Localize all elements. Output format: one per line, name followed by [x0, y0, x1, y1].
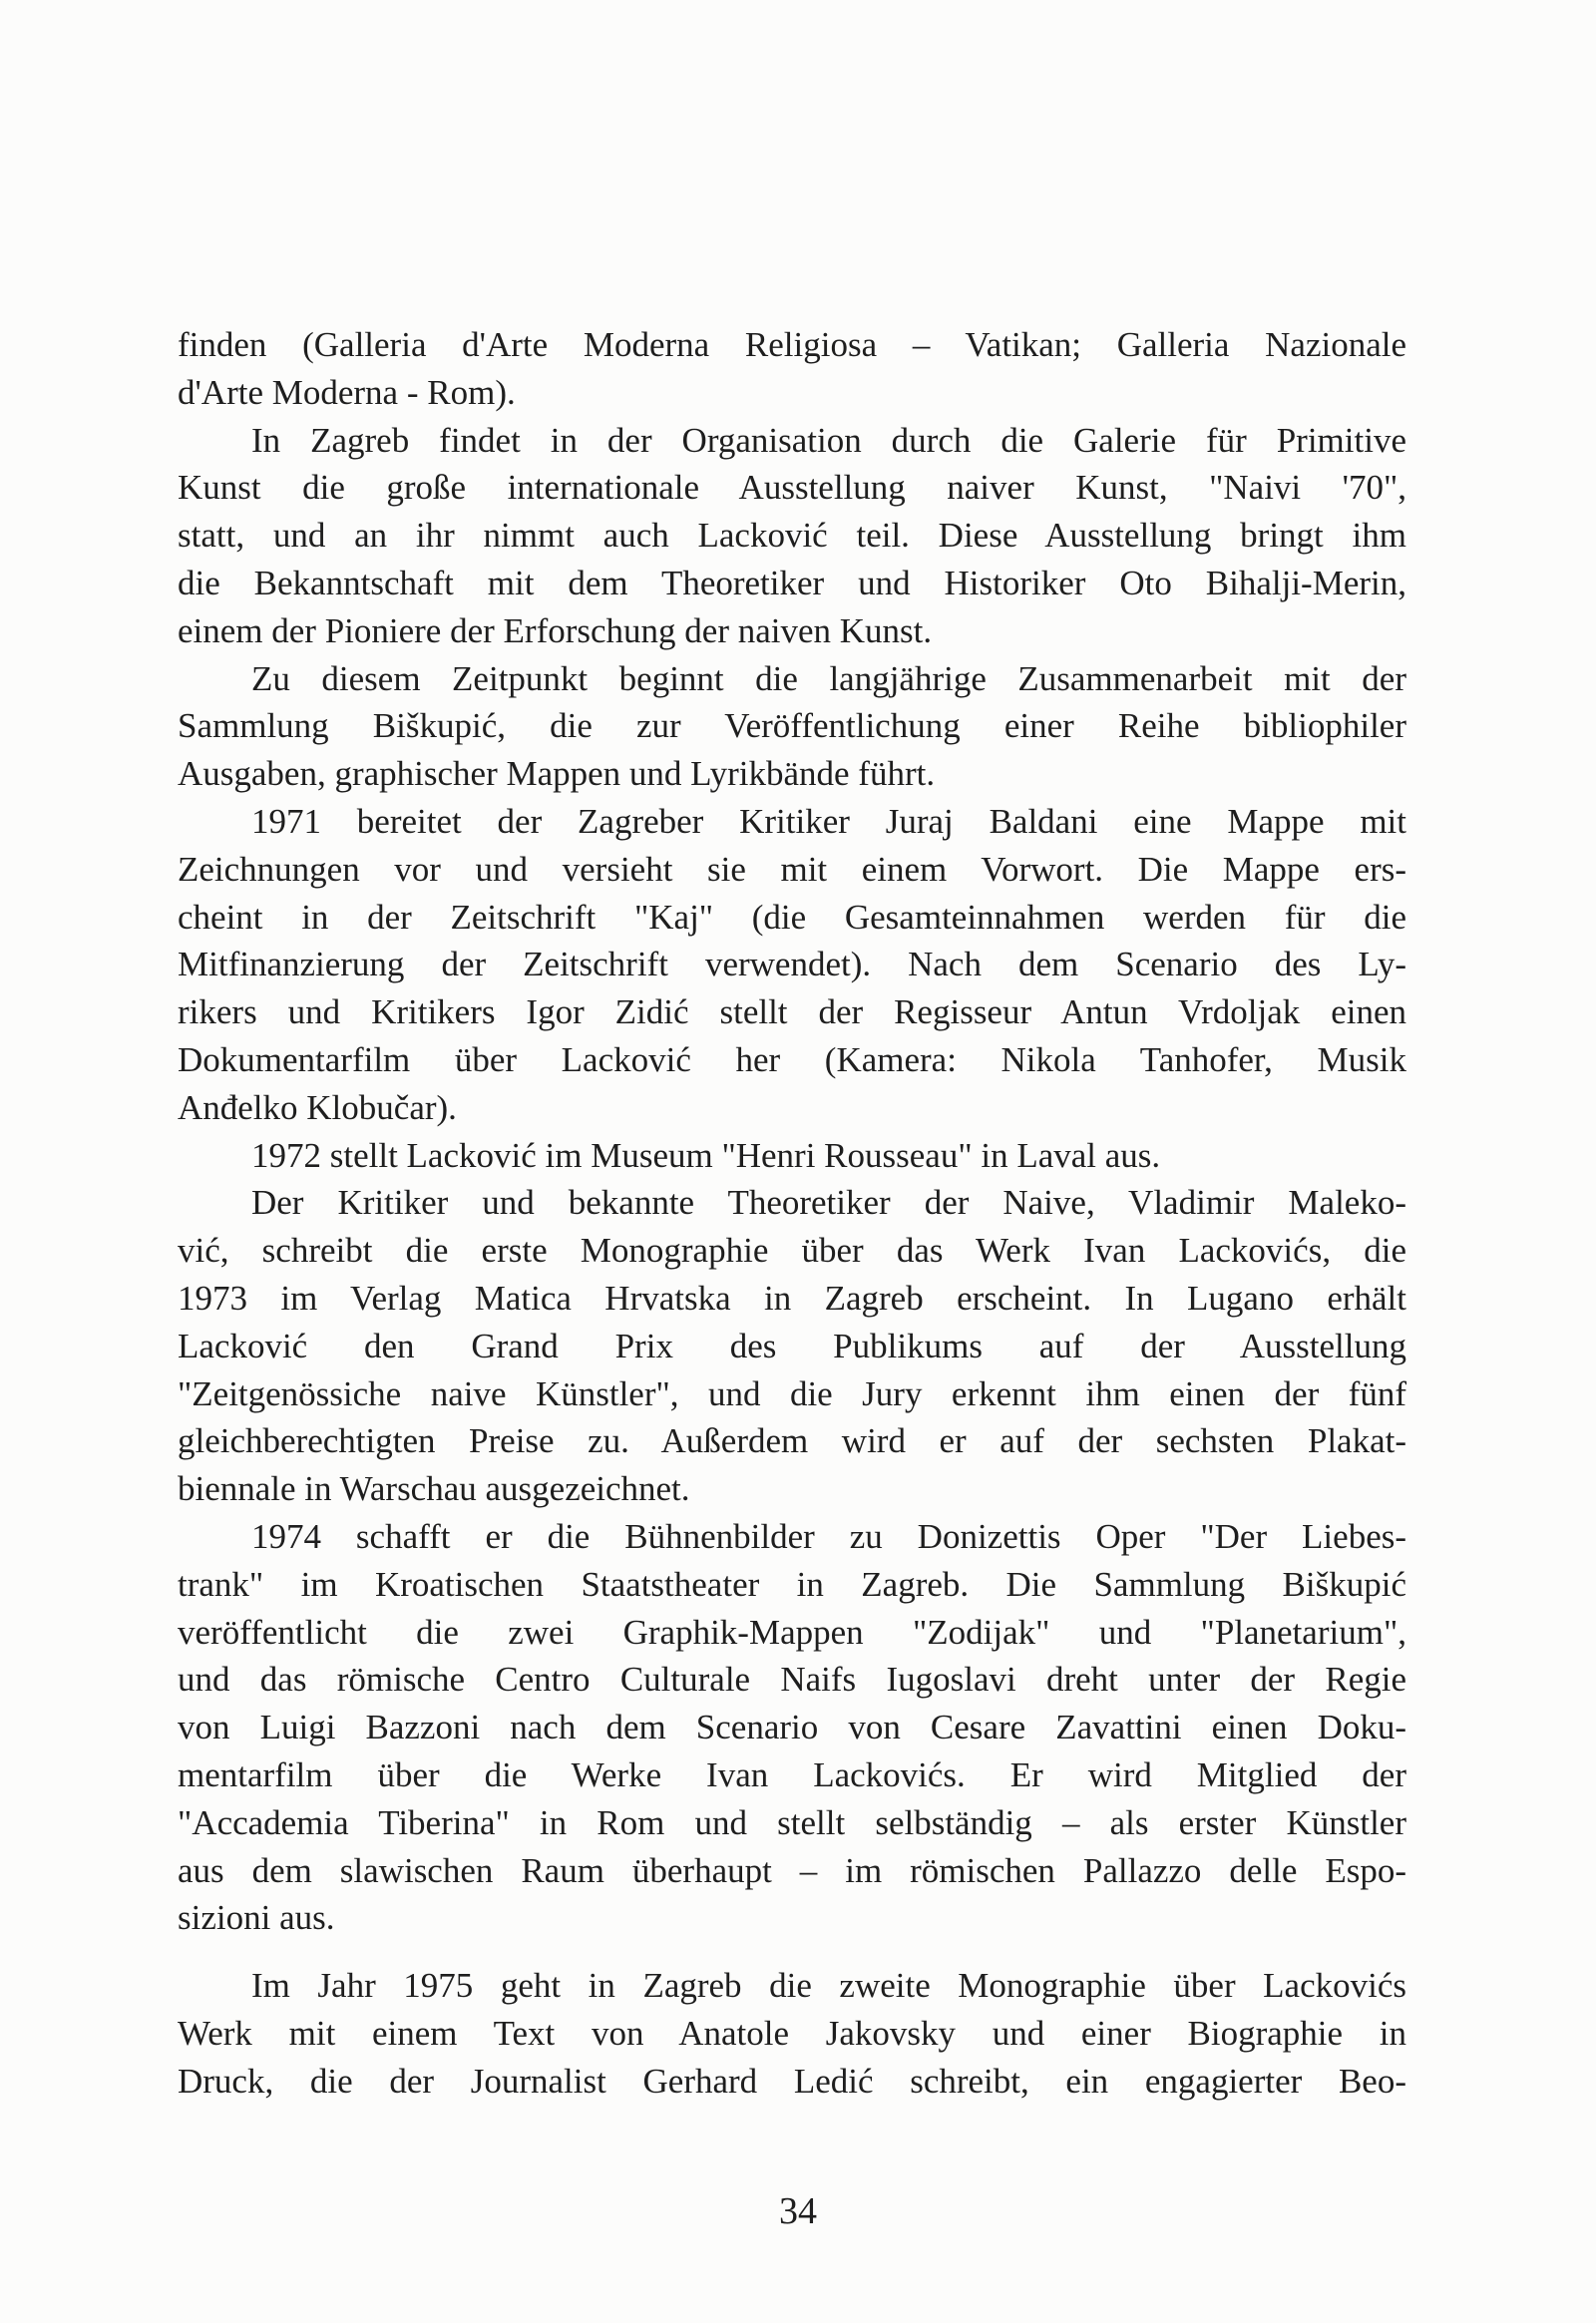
- page-number: 34: [779, 2190, 817, 2232]
- text-line: 1971 bereitet der Zagreber Kritiker Juraj Baldani eine Mappe mit: [251, 801, 1406, 841]
- text-line: gleichberechtigten Preise zu. Außerdem wird er auf der sechsten Plakat-: [178, 1421, 1406, 1461]
- text-line: Mitfinanzierung der Zeitschrift verwendet). Nach dem Scenario des Ly-: [178, 945, 1406, 984]
- text-line: Zu diesem Zeitpunkt beginnt die langjährige Zusammenarbeit mit der: [251, 658, 1406, 698]
- text-line: 1972 stellt Lacković im Museum "Henri Rousseau" in Laval aus.: [251, 1135, 1161, 1175]
- text-line: Werk mit einem Text von Anatole Jakovsky und einer Biographie in: [178, 2013, 1406, 2053]
- paragraph: [178, 1513, 1406, 1942]
- text-line: und das römische Centro Culturale Naifs Iugoslavi dreht unter der Regie: [178, 1660, 1406, 1700]
- text-line: einem der Pioniere der Erforschung der naiven Kunst.: [178, 610, 933, 650]
- paragraph: [178, 1179, 1406, 1513]
- text-line: "Accademia Tiberina" in Rom und stellt selbständig – als erster Künstler: [178, 1802, 1406, 1842]
- text-line: Ausgaben, graphischer Mappen und Lyrikbände führt.: [178, 754, 936, 794]
- text-line: trank" im Kroatischen Staatstheater in Zagreb. Die Sammlung Biškupić: [178, 1564, 1406, 1604]
- text-line: cheint in der Zeitschrift "Kaj" (die Gesamteinnahmen werden für die: [178, 897, 1406, 937]
- text-line: d'Arte Moderna - Rom).: [178, 372, 516, 412]
- text-line: 1973 im Verlag Matica Hrvatska in Zagreb erscheint. In Lugano erhält: [178, 1278, 1406, 1318]
- text-line: sizioni aus.: [178, 1898, 335, 1938]
- text-line: von Luigi Bazzoni nach dem Scenario von Cesare Zavattini einen Doku-: [178, 1708, 1406, 1747]
- text-line: veröffentlicht die zwei Graphik-Mappen "Zodijak" und "Planetarium",: [178, 1612, 1406, 1652]
- text-line: mentarfilm über die Werke Ivan Lackovićs. Er wird Mitglied der: [178, 1754, 1406, 1794]
- paragraph: [178, 1962, 1406, 2105]
- text-line: rikers und Kritikers Igor Zidić stellt der Regisseur Antun Vrdoljak einen: [178, 992, 1406, 1032]
- text-line: Kunst die große internationale Ausstellung naiver Kunst, "Naivi '70",: [178, 468, 1406, 508]
- text-line: aus dem slawischen Raum überhaupt – im römischen Pallazzo delle Espo-: [178, 1850, 1406, 1890]
- text-line: Anđelko Klobučar).: [178, 1087, 457, 1127]
- paragraph: [178, 655, 1406, 798]
- text-line: statt, und an ihr nimmt auch Lacković teil. Diese Ausstellung bringt ihm: [178, 516, 1406, 556]
- text-line: 1974 schafft er die Bühnenbilder zu Donizettis Oper "Der Liebes-: [251, 1516, 1406, 1556]
- text-line: Im Jahr 1975 geht in Zagreb die zweite Monographie über Lackovićs: [251, 1966, 1406, 2006]
- paragraph: [178, 798, 1406, 1132]
- text-line: Lacković den Grand Prix des Publikums auf der Ausstellung: [178, 1326, 1406, 1365]
- text-line: Zeichnungen vor und versieht sie mit einem Vorwort. Die Mappe ers-: [178, 849, 1406, 889]
- body-text: [178, 321, 1406, 2105]
- text-line: vić, schreibt die erste Monographie über das Werk Ivan Lackovićs, die: [178, 1231, 1406, 1271]
- paragraph: [178, 1132, 1406, 1180]
- paragraph: [178, 321, 1406, 417]
- text-line: die Bekanntschaft mit dem Theoretiker und Historiker Oto Bihalji-Merin,: [178, 563, 1406, 602]
- text-line: Dokumentarfilm über Lacković her (Kamera: Nikola Tanhofer, Musik: [178, 1039, 1406, 1079]
- text-line: Der Kritiker und bekannte Theoretiker der Naive, Vladimir Maleko-: [251, 1183, 1406, 1223]
- text-line: finden (Galleria d'Arte Moderna Religiosa – Vatikan; Galleria Nazionale: [178, 325, 1406, 364]
- text-line: In Zagreb findet in der Organisation durch die Galerie für Primitive: [251, 420, 1406, 460]
- paragraph: [178, 417, 1406, 655]
- text-line: Sammlung Biškupić, die zur Veröffentlichung einer Reihe bibliophiler: [178, 706, 1406, 746]
- text-line: "Zeitgenössiche naive Künstler", und die Jury erkennt ihm einen der fünf: [178, 1373, 1406, 1413]
- text-line: biennale in Warschau ausgezeichnet.: [178, 1469, 690, 1509]
- text-line: Druck, die der Journalist Gerhard Ledić schreibt, ein engagierter Beo-: [178, 2061, 1406, 2101]
